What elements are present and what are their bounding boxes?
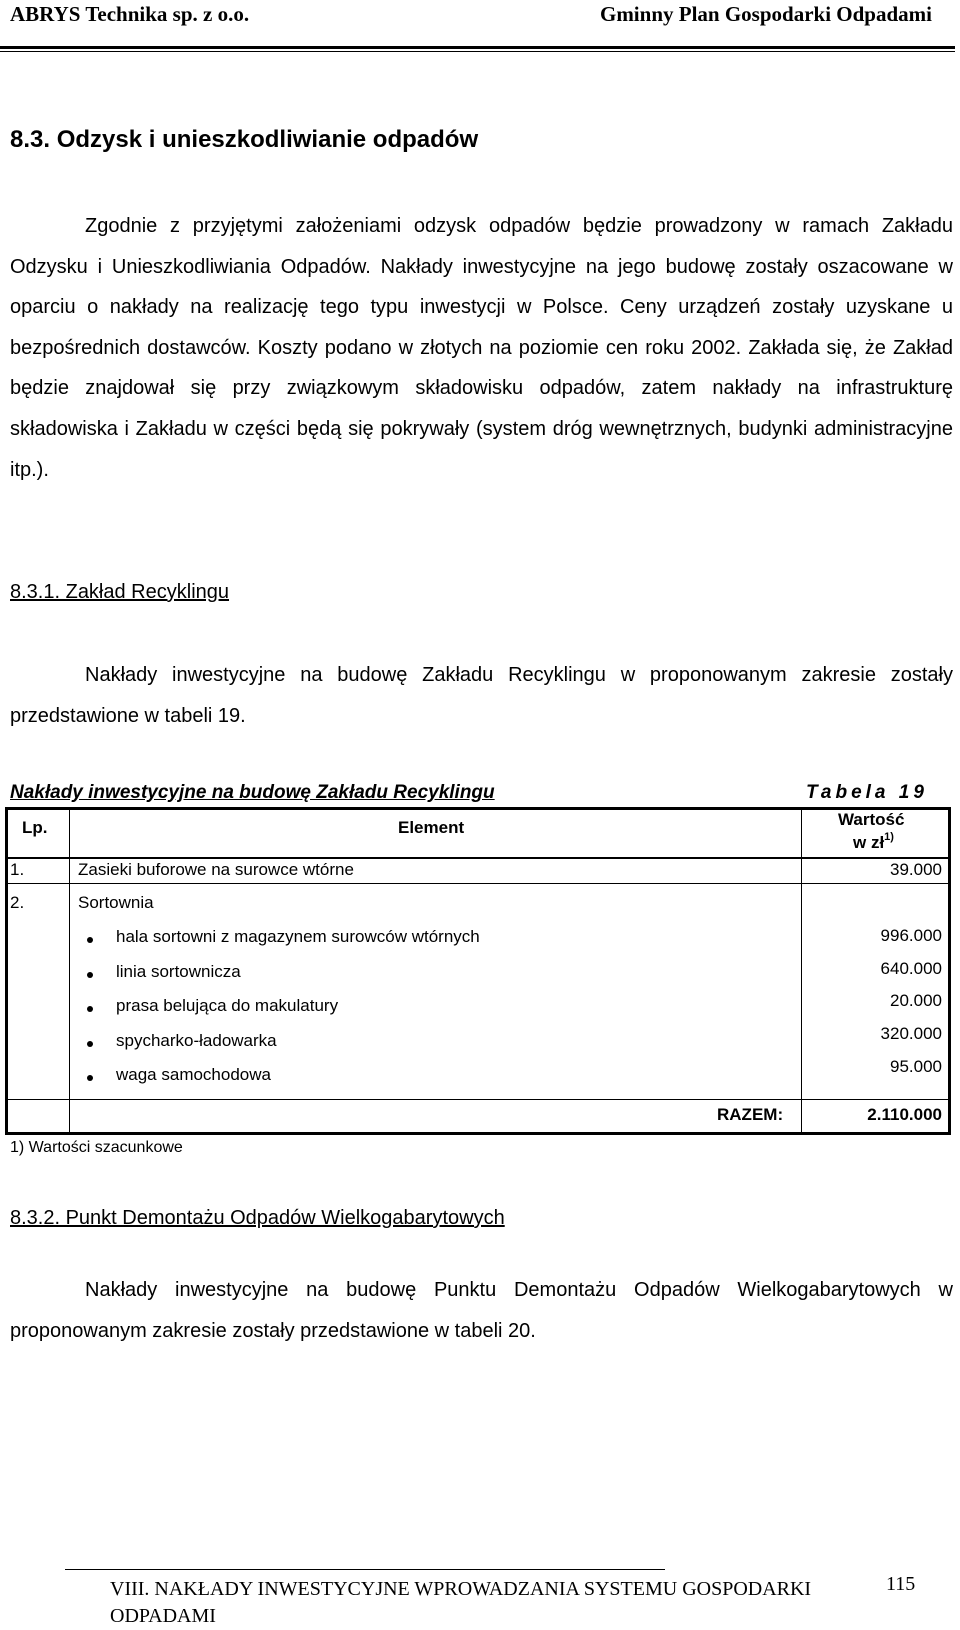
footnote-marker: 1) (884, 831, 894, 843)
header-rule-thin (0, 51, 955, 52)
list-item-label: spycharko-ładowarka (116, 1031, 277, 1050)
table-row-divider (5, 883, 951, 884)
list-item-label: hala sortowni z magazynem surowców wtórnych (116, 927, 480, 946)
header-value-unit: w $zł^{1)}$ (853, 831, 894, 852)
table-row-element: Zasieki buforowe na surowce wtórne (78, 860, 354, 879)
bullet-icon (87, 1041, 93, 1047)
total-value: 2.110.000 (867, 1105, 942, 1124)
table-row-divider (5, 1099, 951, 1100)
footer-rule (65, 1569, 665, 1570)
list-item-value: 95.000 (890, 1057, 942, 1076)
list-item-label: linia sortownicza (116, 962, 241, 981)
table-row-value: 39.000 (890, 860, 942, 879)
header-lp: Lp. (22, 818, 48, 837)
recycling-paragraph: Nakłady inwestycyjne na budowę Zakładu Recyklingu w proponowanym zakresie zostały przedstawione w tabeli 19. (10, 664, 953, 727)
list-item-label: waga samochodowa (116, 1065, 271, 1084)
subsection-heading-recycling: 8.3.1. Zakład Recyklingu (10, 581, 230, 603)
bullet-icon (87, 1075, 93, 1081)
header-document-title: Gminny Plan Gospodarki Odpadami (599, 2, 932, 26)
subsection-heading-bulky-waste: 8.3.2. Punkt Demontażu Odpadów Wielkogabarytowych (10, 1207, 505, 1229)
list-item-value: 996.000 (880, 926, 942, 945)
bullet-icon (87, 1006, 93, 1012)
header-company: ABRYS Technika sp. z o.o. (10, 2, 250, 26)
header-element: Element (398, 818, 465, 837)
header-rule-thick (0, 46, 955, 49)
header-value: Wartość (838, 810, 905, 829)
table-number: Tabela 19 (806, 782, 928, 803)
table-header-divider (5, 857, 951, 859)
bullet-icon (87, 972, 93, 978)
page-number: 115 (886, 1573, 916, 1595)
table-row-lp: 2. (10, 893, 25, 912)
total-label: RAZEM: (717, 1105, 784, 1124)
table-footnote: 1) Wartości szacunkowe (10, 1139, 183, 1156)
list-item-value: 320.000 (880, 1024, 942, 1043)
bullet-icon (87, 937, 93, 943)
bulky-waste-paragraph: Nakłady inwestycyjne na budowę Punktu Demontażu Odpadów Wielkogabarytowych w proponowanym zakresie zostały przedstawione w tabeli 20. (10, 1279, 953, 1342)
table-caption: Nakłady inwestycyjne na budowę Zakładu Recyklingu (10, 782, 495, 803)
section-title: 8.3. Odzysk i unieszkodliwianie odpadów (10, 126, 479, 153)
table-row-lp: 1. (10, 860, 25, 879)
list-item-value: 640.000 (880, 959, 942, 978)
footer-chapter-title: VIII. NAKŁADY INWESTYCYJNE WPROWADZANIA SYSTEMU GOSPODARKI ODPADAMI (110, 1578, 812, 1627)
list-item-label: prasa belująca do makulatury (116, 996, 339, 1015)
table-row-element: Sortownia (78, 893, 154, 912)
intro-paragraph: Zgodnie z przyjętymi założeniami odzysk odpadów będzie prowadzony w ramach Zakładu Odzysku i Unieszkodliwiania Odpadów. Nakłady inwestycyjne na jego budowę zostały oszacowane w oparciu o nakłady na realizację tego typu inwestycji w Polsce. Ceny urządzeń zostały uzyskane u bezpośrednich dostawców. Koszty podano w złotych na poziomie cen roku 2002. Zakłada się, że Zakład będzie znajdował się przy związkowym składowisku odpadów, zatem nakłady na infrastrukturę składowiska i Zakładu w części będą się pokrywały (system dróg wewnętrznych, budynki administracyjne itp.). (10, 215, 953, 481)
list-item-value: 20.000 (890, 991, 942, 1010)
